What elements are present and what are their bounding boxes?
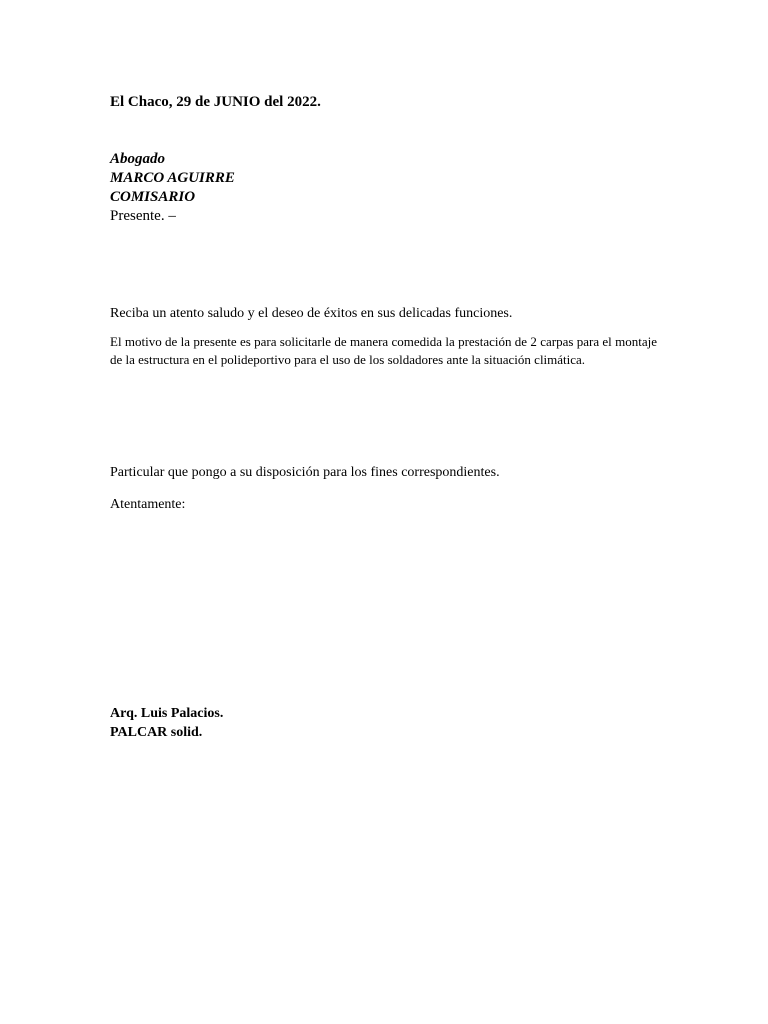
regards-line: Atentamente:	[110, 497, 186, 512]
signature-name: Arq. Luis Palacios.	[110, 706, 224, 721]
presente-line: Presente. –	[110, 208, 176, 224]
recipient-title: Abogado	[110, 151, 166, 167]
body-paragraph: El motivo de la presente es para solicitarle de manera comedida la prestación de 2 carpas para el montaje de la estructura en el polideportivo para el uso de los soldadores ante la situación climática.	[110, 334, 657, 367]
signature-block	[110, 704, 223, 742]
recipient-position: COMISARIO	[110, 189, 196, 205]
greeting-paragraph: Reciba un atento saludo y el deseo de éxitos en sus delicadas funciones.	[110, 306, 513, 321]
signature-company: PALCAR solid.	[110, 725, 203, 740]
recipient-block	[110, 150, 235, 226]
place-date: El Chaco, 29 de JUNIO del 2022.	[110, 94, 321, 110]
recipient-name: MARCO AGUIRRE	[110, 170, 235, 186]
closing-paragraph: Particular que pongo a su disposición para los fines correspondientes.	[110, 465, 500, 480]
